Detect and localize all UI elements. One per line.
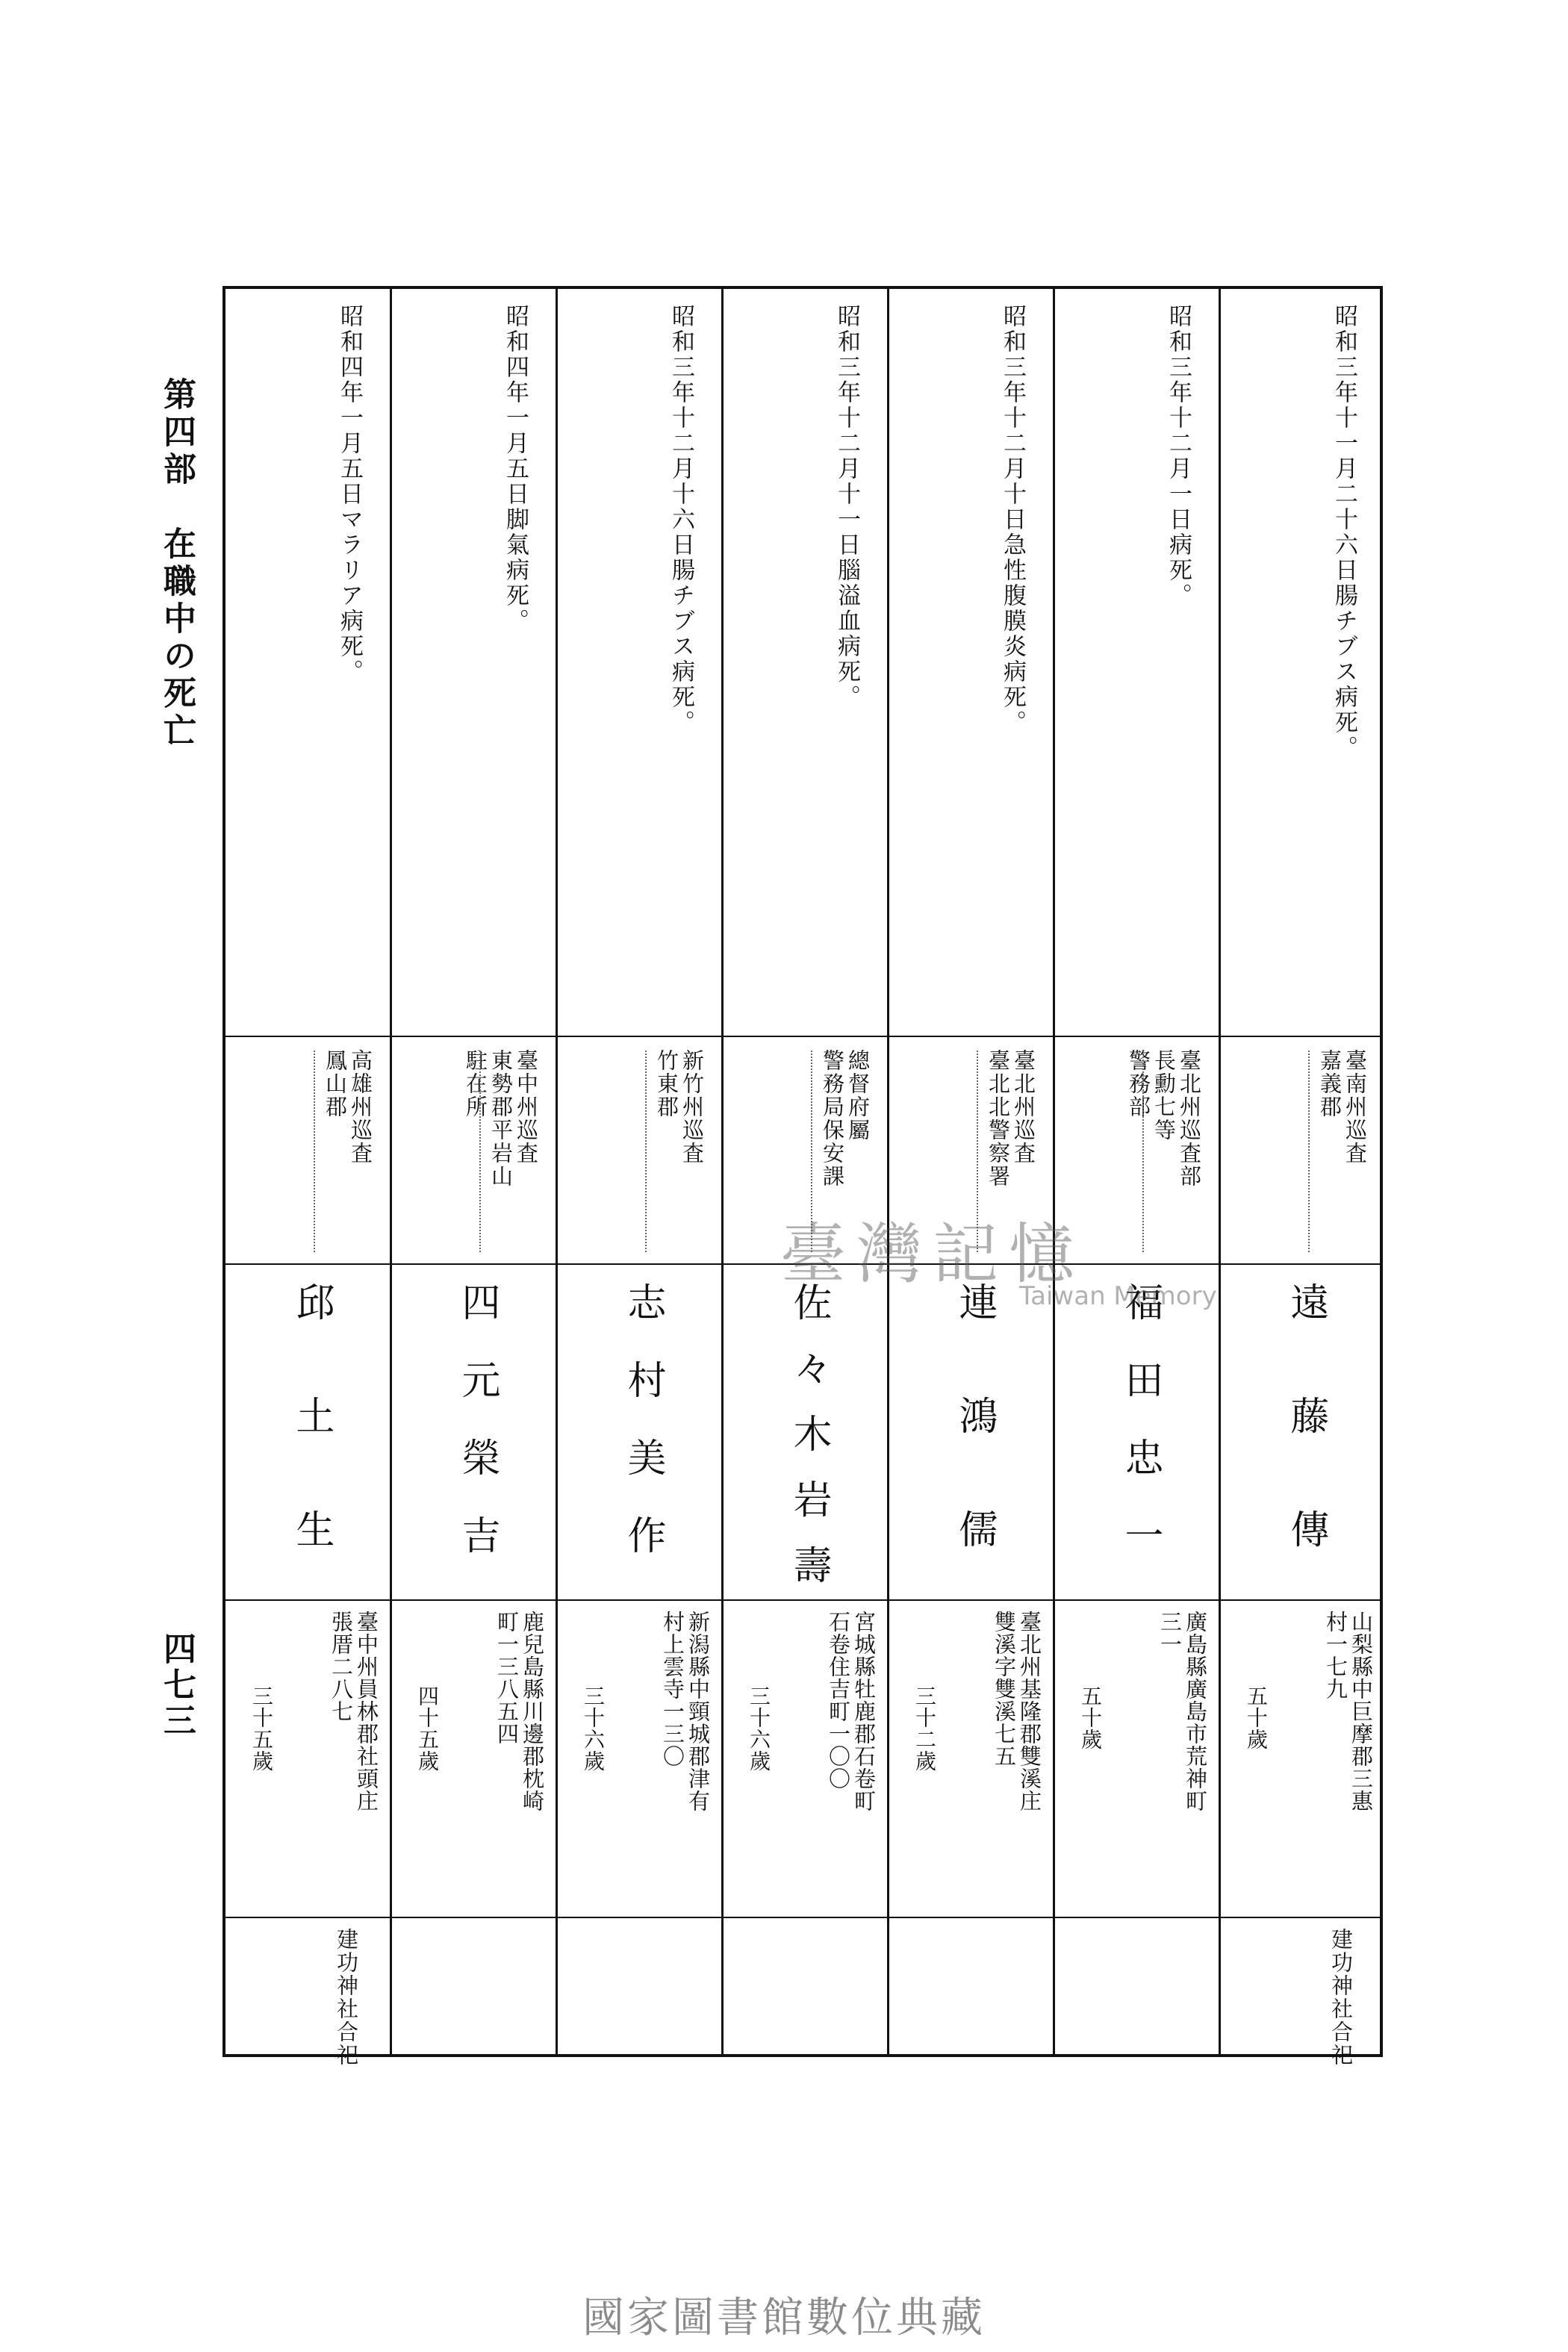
- register-table: [223, 286, 1383, 2067]
- column-divider: [1053, 289, 1055, 2054]
- death-date-cause: 昭和三年十二月十一日腦溢血病死。: [833, 304, 860, 710]
- death-date-cause: 昭和三年十一月二十六日腸チブス病死。: [1331, 304, 1357, 761]
- death-date-cause: 昭和三年十二月一日病死。: [1165, 304, 1192, 609]
- office-line: 嘉義郡: [1317, 1049, 1343, 1119]
- office-line: 竹東郡: [654, 1049, 679, 1119]
- office-line: 東勢郡平岩山: [488, 1049, 514, 1188]
- domicile-address: [494, 1611, 545, 1812]
- address-line: 鹿兒島縣川邊郡枕崎: [520, 1611, 545, 1812]
- office-line: 警務局保安課: [820, 1049, 845, 1188]
- address-line: 廣島縣廣島市荒神町: [1183, 1611, 1208, 1812]
- enshrinement-note: 建功神社合祀: [1328, 1928, 1354, 2067]
- dotted-leader: [645, 1051, 647, 1252]
- page-number: 四七三: [158, 1631, 196, 1739]
- address-line: 張厝二八七: [329, 1611, 354, 1723]
- deceased-name: 福田忠一: [1118, 1282, 1163, 1593]
- age-at-death: 五十歲: [1078, 1685, 1103, 1750]
- band-divider: [225, 1036, 1380, 1037]
- deceased-name: 遠藤傳: [1284, 1282, 1328, 1623]
- band-divider: [225, 1917, 1380, 1918]
- watermark: [780, 1202, 1303, 1337]
- office-line: 長勳七等: [1151, 1049, 1177, 1142]
- domicile-address: [826, 1611, 877, 1812]
- office-line: 新竹州巡査: [679, 1049, 705, 1165]
- address-line: 村一七九: [1323, 1611, 1348, 1700]
- office-rank: [820, 1049, 871, 1188]
- address-line: 雙溪字雙溪七五: [992, 1611, 1017, 1767]
- footer-credit: 國家圖書館數位典藏: [582, 2294, 986, 2342]
- domicile-address: [1323, 1611, 1374, 1812]
- office-line: 臺北州巡査部: [1177, 1049, 1202, 1188]
- address-line: 山梨縣中巨摩郡三惠: [1348, 1611, 1374, 1812]
- office-line: 總督府屬: [845, 1049, 871, 1142]
- age-at-death: 四十五歲: [415, 1685, 440, 1772]
- domicile-address: [1157, 1611, 1208, 1812]
- address-line: 新潟縣中頸城郡津有: [685, 1611, 711, 1812]
- office-line: 駐在所: [463, 1049, 488, 1119]
- office-line: 臺北北警察署: [986, 1049, 1011, 1188]
- age-at-death: 三十六歲: [581, 1685, 606, 1772]
- office-line: 鳳山郡: [323, 1049, 348, 1119]
- age-at-death: 五十歲: [1244, 1685, 1269, 1750]
- deceased-name: 連鴻儒: [952, 1282, 997, 1623]
- address-line: 町一三八五四: [494, 1611, 520, 1745]
- deceased-name: 四元榮吉: [455, 1282, 500, 1593]
- column-divider: [556, 289, 558, 2054]
- death-date-cause: 昭和四年一月五日脚氣病死。: [502, 304, 529, 634]
- enshrinement-note: 建功神社合祀: [334, 1928, 359, 2067]
- address-line: 臺中州員林郡社頭庄: [354, 1611, 379, 1812]
- column-divider: [390, 289, 392, 2054]
- dotted-leader: [314, 1051, 315, 1252]
- office-line: 高雄州巡査: [348, 1049, 373, 1165]
- office-rank: [986, 1049, 1036, 1188]
- dotted-leader: [1308, 1051, 1310, 1252]
- death-date-cause: 昭和三年十二月十日急性腹膜炎病死。: [999, 304, 1026, 735]
- column-divider: [887, 289, 889, 2054]
- age-at-death: 三十二歲: [912, 1685, 937, 1772]
- deceased-name: 志村美作: [620, 1282, 665, 1593]
- address-line: 石卷住吉町一〇〇: [826, 1611, 851, 1790]
- office-line: 臺南州巡査: [1343, 1049, 1368, 1165]
- address-line: 宮城縣牡鹿郡石卷町: [851, 1611, 877, 1812]
- watermark-text: 臺灣記憶: [780, 1216, 1086, 1292]
- deceased-name: 邱土生: [289, 1282, 334, 1623]
- domicile-address: [992, 1611, 1042, 1812]
- office-rank: [323, 1049, 373, 1165]
- address-line: 村上雲寺一三〇: [660, 1611, 685, 1767]
- column-divider: [721, 289, 724, 2054]
- death-date-cause: 昭和三年十二月十六日腸チブス病死。: [668, 304, 694, 735]
- office-rank: [463, 1049, 539, 1188]
- office-line: 警務部: [1126, 1049, 1151, 1119]
- address-line: 臺北州基隆郡雙溪庄: [1017, 1611, 1042, 1812]
- age-at-death: 三十六歲: [747, 1685, 771, 1772]
- domicile-address: [329, 1611, 379, 1812]
- office-rank: [1317, 1049, 1368, 1165]
- domicile-address: [660, 1611, 711, 1812]
- column-divider: [1219, 289, 1221, 2054]
- office-rank: [654, 1049, 705, 1165]
- dotted-leader: [479, 1051, 481, 1252]
- office-line: 臺北州巡査: [1011, 1049, 1036, 1165]
- age-at-death: 三十五歲: [249, 1685, 274, 1772]
- office-line: 臺中州巡査: [514, 1049, 539, 1165]
- office-rank: [1126, 1049, 1202, 1188]
- running-head: 第四部 在職中の死亡: [158, 377, 196, 750]
- death-date-cause: 昭和四年一月五日マラリア病死。: [336, 304, 363, 685]
- address-line: 三一: [1157, 1611, 1183, 1655]
- deceased-name: 佐々木岩壽: [786, 1282, 831, 1611]
- watermark-subtitle: Taiwan Memory: [1019, 1281, 1217, 1311]
